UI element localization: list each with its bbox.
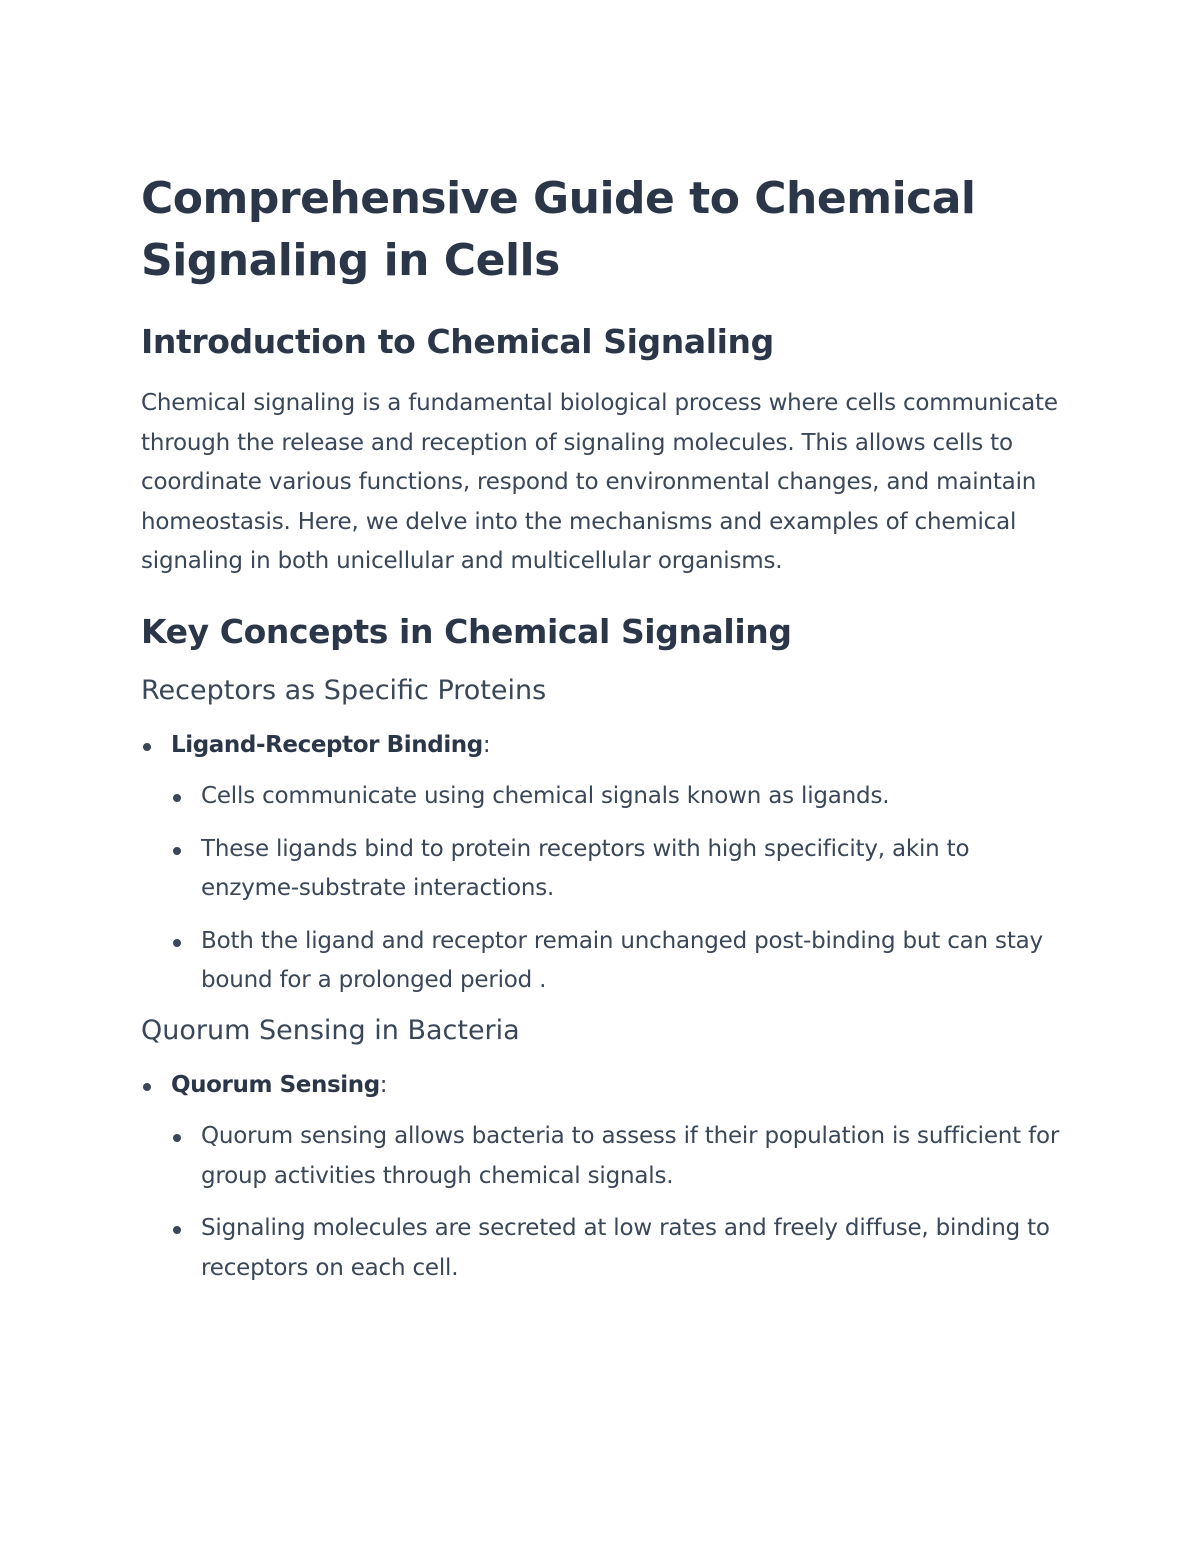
bullet-icon bbox=[173, 847, 181, 855]
list-item bbox=[141, 1066, 1061, 1289]
document-page bbox=[141, 168, 1061, 1301]
bullet-icon bbox=[173, 939, 181, 947]
term-colon: : bbox=[379, 1071, 388, 1098]
receptors-sublist bbox=[171, 777, 1061, 1001]
term-colon: : bbox=[482, 731, 491, 758]
intro-heading: Introduction to Chemical Signaling bbox=[141, 322, 774, 361]
bullet-icon bbox=[173, 1226, 181, 1234]
receptors-heading: Receptors as Specific Proteins bbox=[141, 674, 547, 706]
list-item bbox=[171, 1209, 1061, 1288]
key-concepts-heading: Key Concepts in Chemical Signaling bbox=[141, 611, 792, 651]
list-item bbox=[171, 922, 1061, 1001]
list-item-text: Cells communicate using chemical signals known as ligands. bbox=[201, 783, 890, 809]
bullet-icon bbox=[143, 743, 151, 751]
list-item bbox=[171, 777, 1061, 817]
quorum-sublist bbox=[171, 1117, 1061, 1288]
term-ligand-receptor-binding: Ligand-Receptor Binding bbox=[171, 731, 483, 758]
list-item bbox=[171, 1117, 1061, 1196]
quorum-heading: Quorum Sensing in Bacteria bbox=[141, 1014, 520, 1046]
receptors-list bbox=[141, 726, 1061, 1001]
list-item-text: Signaling molecules are secreted at low rates and freely diffuse, binding to receptors on each cell. bbox=[201, 1215, 1050, 1281]
intro-paragraph: Chemical signaling is a fundamental biological process where cells communicate through the release and reception of signaling molecules. This allows cells to coordinate various functions, respond to environmental changes, and maintain homeostasis. Here, we delve into the mechanisms and examples of chemical signaling in both unicellular and multicellular organisms. bbox=[141, 390, 1058, 574]
document-title: Comprehensive Guide to Chemical Signaling in Cells bbox=[141, 173, 976, 286]
term-quorum-sensing: Quorum Sensing bbox=[171, 1071, 380, 1098]
list-item bbox=[141, 726, 1061, 1001]
list-item-text: Quorum sensing allows bacteria to assess if their population is sufficient for group activities through chemical signals. bbox=[201, 1123, 1060, 1189]
quorum-list bbox=[141, 1066, 1061, 1289]
list-item bbox=[171, 830, 1061, 909]
bullet-icon bbox=[173, 794, 181, 802]
list-item-text: Both the ligand and receptor remain unchanged post-binding but can stay bound for a prolonged period . bbox=[201, 927, 1043, 993]
bullet-icon bbox=[143, 1083, 151, 1091]
bullet-icon bbox=[173, 1134, 181, 1142]
list-item-text: These ligands bind to protein receptors with high specificity, akin to enzyme-substrate interactions. bbox=[201, 835, 970, 901]
